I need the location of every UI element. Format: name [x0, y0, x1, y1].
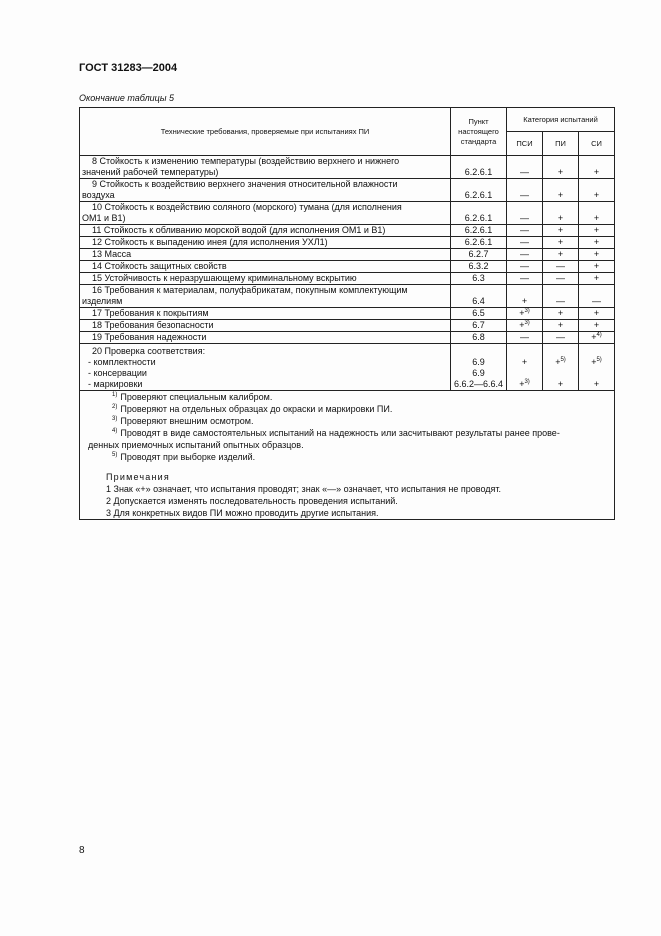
- row-requirement: [80, 261, 451, 273]
- row-pi: [543, 308, 579, 320]
- table-row: [80, 261, 615, 273]
- footnote: [82, 451, 612, 463]
- row-requirement: [80, 202, 451, 225]
- row-si: [579, 273, 615, 285]
- row-requirement: [80, 308, 451, 320]
- row-clause: 6.7: [451, 320, 507, 332]
- row-requirement: [80, 156, 451, 179]
- table-row: [80, 156, 615, 179]
- row-si: [579, 332, 615, 344]
- footnote-text: Проверяют специальным калибром.: [120, 392, 273, 402]
- row-requirement-line2: значений рабочей температуры): [82, 167, 219, 177]
- footnote-text: Проверяют на отдельных образцах до окраски и маркировки ПИ.: [120, 404, 393, 414]
- row-si: [579, 308, 615, 320]
- row-pi-mark: +: [557, 190, 564, 200]
- footnote-mark: 5): [112, 452, 118, 458]
- footnote-text-cont: денных приемочных испытаний опытных образцов.: [88, 440, 304, 450]
- row-requirement-line2: ОМ1 и В1): [82, 213, 126, 223]
- row-si-mark: +: [593, 273, 600, 283]
- row-si-mark: +: [593, 190, 600, 200]
- table-row: [80, 285, 615, 308]
- row-si: [579, 320, 615, 332]
- row-requirement-line1: 18 Требования безопасности: [92, 320, 214, 330]
- row-si: [579, 261, 615, 273]
- row-psi-mark: —: [520, 213, 529, 223]
- row-clause: 6.2.6.1: [451, 179, 507, 202]
- row20-sub2: - консервации: [88, 368, 147, 378]
- table-row: [80, 237, 615, 249]
- row-pi-mark: —: [556, 332, 565, 342]
- row-clause: 6.3.2: [451, 261, 507, 273]
- row20-title: 20 Проверка соответствия:: [92, 346, 206, 356]
- table-container: [79, 107, 614, 520]
- row-psi-mark: —: [520, 237, 529, 247]
- row-psi: [507, 237, 543, 249]
- row-clause: 6.8: [451, 332, 507, 344]
- row-pi-mark: —: [556, 273, 565, 283]
- footnote: [82, 415, 612, 427]
- document-id: ГОСТ 31283—2004: [79, 62, 178, 74]
- row-psi: [507, 332, 543, 344]
- row-psi-mark: +: [519, 320, 525, 330]
- row-si-mark: +: [591, 332, 597, 342]
- row-pi: [543, 202, 579, 225]
- row-pi: [543, 249, 579, 261]
- row-clause: 6.2.6.1: [451, 156, 507, 179]
- row-si-mark: +: [593, 320, 600, 330]
- footnote: [82, 427, 612, 439]
- row-pi-mark: +: [557, 308, 564, 318]
- row-si: [579, 249, 615, 261]
- row-requirement-line1: 10 Стойкость к воздействию соляного (морского) тумана (для исполнения: [92, 202, 402, 212]
- table-row: [80, 225, 615, 237]
- row-pi-mark: —: [556, 296, 565, 306]
- row-clause: 6.2.7: [451, 249, 507, 261]
- header-category: Категория испытаний: [507, 108, 615, 132]
- footnote-text: Проверяют внешним осмотром.: [120, 416, 254, 426]
- row-psi-sup: 3): [524, 320, 530, 326]
- row-si: [579, 225, 615, 237]
- row-psi: [507, 179, 543, 202]
- row-pi-mark: —: [556, 261, 565, 271]
- row-psi: [507, 156, 543, 179]
- row20-sub1: - комплектности: [88, 357, 156, 367]
- table-row: [80, 332, 615, 344]
- header-clause: [451, 108, 507, 156]
- row-psi: [507, 202, 543, 225]
- row-pi: [543, 179, 579, 202]
- row-psi-mark: —: [520, 249, 529, 259]
- table-row: [80, 320, 615, 332]
- row-requirement-line1: 13 Масса: [92, 249, 132, 259]
- table-row: [80, 273, 615, 285]
- row-psi-mark: —: [520, 225, 529, 235]
- header-clause-line3: стандарта: [460, 136, 497, 146]
- row-requirement-line1: 8 Стойкость к изменению температуры (воздействию верхнего и нижнего: [92, 156, 400, 166]
- header-pi: ПИ: [543, 132, 579, 156]
- footnote-mark: 1): [112, 392, 118, 398]
- row20-pi1-sup: 5): [560, 357, 566, 363]
- row-requirement-line2: изделиям: [82, 296, 123, 306]
- row20-si1: +: [591, 357, 597, 367]
- tests-table: [79, 107, 615, 520]
- notes: [82, 483, 612, 519]
- notes-title: Примечания: [106, 472, 170, 482]
- footnote-mark: 2): [112, 404, 118, 410]
- footnotes: [82, 391, 612, 463]
- row-si: [579, 237, 615, 249]
- row-requirement-line1: 14 Стойкость защитных свойств: [92, 261, 227, 271]
- row-requirement: [80, 320, 451, 332]
- row-pi-mark: +: [557, 249, 564, 259]
- table-body: [80, 156, 615, 520]
- row-clause: 6.2.6.1: [451, 237, 507, 249]
- row-requirement: [80, 225, 451, 237]
- row-si-mark: +: [593, 308, 600, 318]
- row20-psi3: +: [519, 379, 525, 389]
- row-si-mark: —: [592, 296, 601, 306]
- row20-clause1: 6.9: [472, 357, 485, 367]
- footnotes-row: [80, 391, 615, 520]
- row-requirement-line1: 19 Требования надежности: [92, 332, 207, 342]
- row-clause: 6.2.6.1: [451, 202, 507, 225]
- row-pi-mark: +: [557, 320, 564, 330]
- row-psi-mark: —: [520, 190, 529, 200]
- footnote-mark: 3): [112, 416, 118, 422]
- row-requirement-line1: 12 Стойкость к выпадению инея (для исполнения УХЛ1): [92, 237, 328, 247]
- row-psi: [507, 249, 543, 261]
- row-pi-mark: +: [557, 237, 564, 247]
- page-number: 8: [79, 845, 85, 856]
- row-psi: [507, 308, 543, 320]
- row-psi: [507, 261, 543, 273]
- table-row: [80, 308, 615, 320]
- row20-si1-sup: 5): [596, 357, 602, 363]
- row-si-mark: +: [593, 261, 600, 271]
- row-requirement-line1: 11 Стойкость к обливанию морской водой (для исполнения ОМ1 и В1): [92, 225, 386, 235]
- row-clause: 6.3: [451, 273, 507, 285]
- row-pi: [543, 332, 579, 344]
- row-pi: [543, 261, 579, 273]
- row-si: [579, 202, 615, 225]
- row-psi-mark: +: [521, 296, 528, 306]
- row20-pi1: +: [555, 357, 561, 367]
- note-item: 1 Знак «+» означает, что испытания проводят; знак «—» означает, что испытания не проводят.: [106, 484, 502, 494]
- row-si: [579, 156, 615, 179]
- row-psi-mark: —: [520, 167, 529, 177]
- row20-clause2: 6.9: [472, 368, 485, 378]
- row-si-mark: +: [593, 167, 600, 177]
- row-psi: [507, 225, 543, 237]
- row20-sub3: - маркировки: [88, 379, 143, 389]
- row-psi-mark: —: [520, 261, 529, 271]
- row-pi: [543, 320, 579, 332]
- row-pi-mark: +: [557, 213, 564, 223]
- row-si: [579, 179, 615, 202]
- footnote-text: Проводят при выборке изделий.: [120, 452, 256, 462]
- row-psi-mark: —: [520, 273, 529, 283]
- footnote: [82, 391, 612, 403]
- row20-psi1: +: [521, 357, 528, 367]
- row-pi-mark: +: [557, 167, 564, 177]
- row-clause: 6.2.6.1: [451, 225, 507, 237]
- row20-pi3: +: [557, 379, 564, 389]
- row-psi-mark: —: [520, 332, 529, 342]
- row-psi: [507, 285, 543, 308]
- row-requirement: [80, 249, 451, 261]
- row-clause: 6.4: [451, 285, 507, 308]
- header-psi: ПСИ: [507, 132, 543, 156]
- row-si-mark: +: [593, 213, 600, 223]
- row20-si3: +: [593, 379, 600, 389]
- row-si-mark: +: [593, 225, 600, 235]
- row-requirement: [80, 237, 451, 249]
- table-row-20: [80, 344, 615, 391]
- row-pi-mark: +: [557, 225, 564, 235]
- row-si-sup: 4): [596, 332, 602, 338]
- row-requirement: [80, 332, 451, 344]
- row-pi: [543, 237, 579, 249]
- footnote-text: Проводят в виде самостоятельных испытаний на надежность или засчитывают результаты ранее прове-: [120, 428, 560, 438]
- header-si: СИ: [579, 132, 615, 156]
- header-requirements: Технические требования, проверяемые при испытаниях ПИ: [80, 108, 451, 156]
- footnote-mark: 4): [112, 428, 118, 434]
- note-item: 2 Допускается изменять последовательность проведения испытаний.: [106, 496, 398, 506]
- row-si-mark: +: [593, 249, 600, 259]
- row-requirement-line1: 16 Требования к материалам, полуфабрикатам, покупным комплектующим: [92, 285, 408, 295]
- table-caption: Окончание таблицы 5: [79, 93, 174, 103]
- table-row: [80, 202, 615, 225]
- table-row: [80, 179, 615, 202]
- table-row: [80, 249, 615, 261]
- row-si: [579, 285, 615, 308]
- row-psi-mark: +: [519, 308, 525, 318]
- row-requirement: [80, 179, 451, 202]
- header-clause-line1: Пункт: [468, 116, 489, 126]
- row-requirement: [80, 285, 451, 308]
- row-clause: 6.5: [451, 308, 507, 320]
- row-requirement-line1: 17 Требования к покрытиям: [92, 308, 209, 318]
- row-requirement-line1: 15 Устойчивость к неразрушающему криминальному вскрытию: [92, 273, 357, 283]
- row-psi: [507, 320, 543, 332]
- row-pi: [543, 156, 579, 179]
- header-clause-line2: настоящего: [458, 126, 499, 136]
- row-pi: [543, 285, 579, 308]
- row-pi: [543, 225, 579, 237]
- note-item: 3 Для конкретных видов ПИ можно проводить другие испытания.: [106, 508, 379, 518]
- row-psi: [507, 273, 543, 285]
- footnote: [82, 403, 612, 415]
- row-psi-sup: 3): [524, 308, 530, 314]
- row20-clause3: 6.6.2—6.6.4: [453, 379, 504, 389]
- row-pi: [543, 273, 579, 285]
- row-requirement-line1: 9 Стойкость к воздействию верхнего значения относительной влажности: [92, 179, 398, 189]
- row-si-mark: +: [593, 237, 600, 247]
- row20-psi3-sup: 3): [524, 379, 530, 385]
- row-requirement-line2: воздуха: [82, 190, 115, 200]
- row-requirement: [80, 273, 451, 285]
